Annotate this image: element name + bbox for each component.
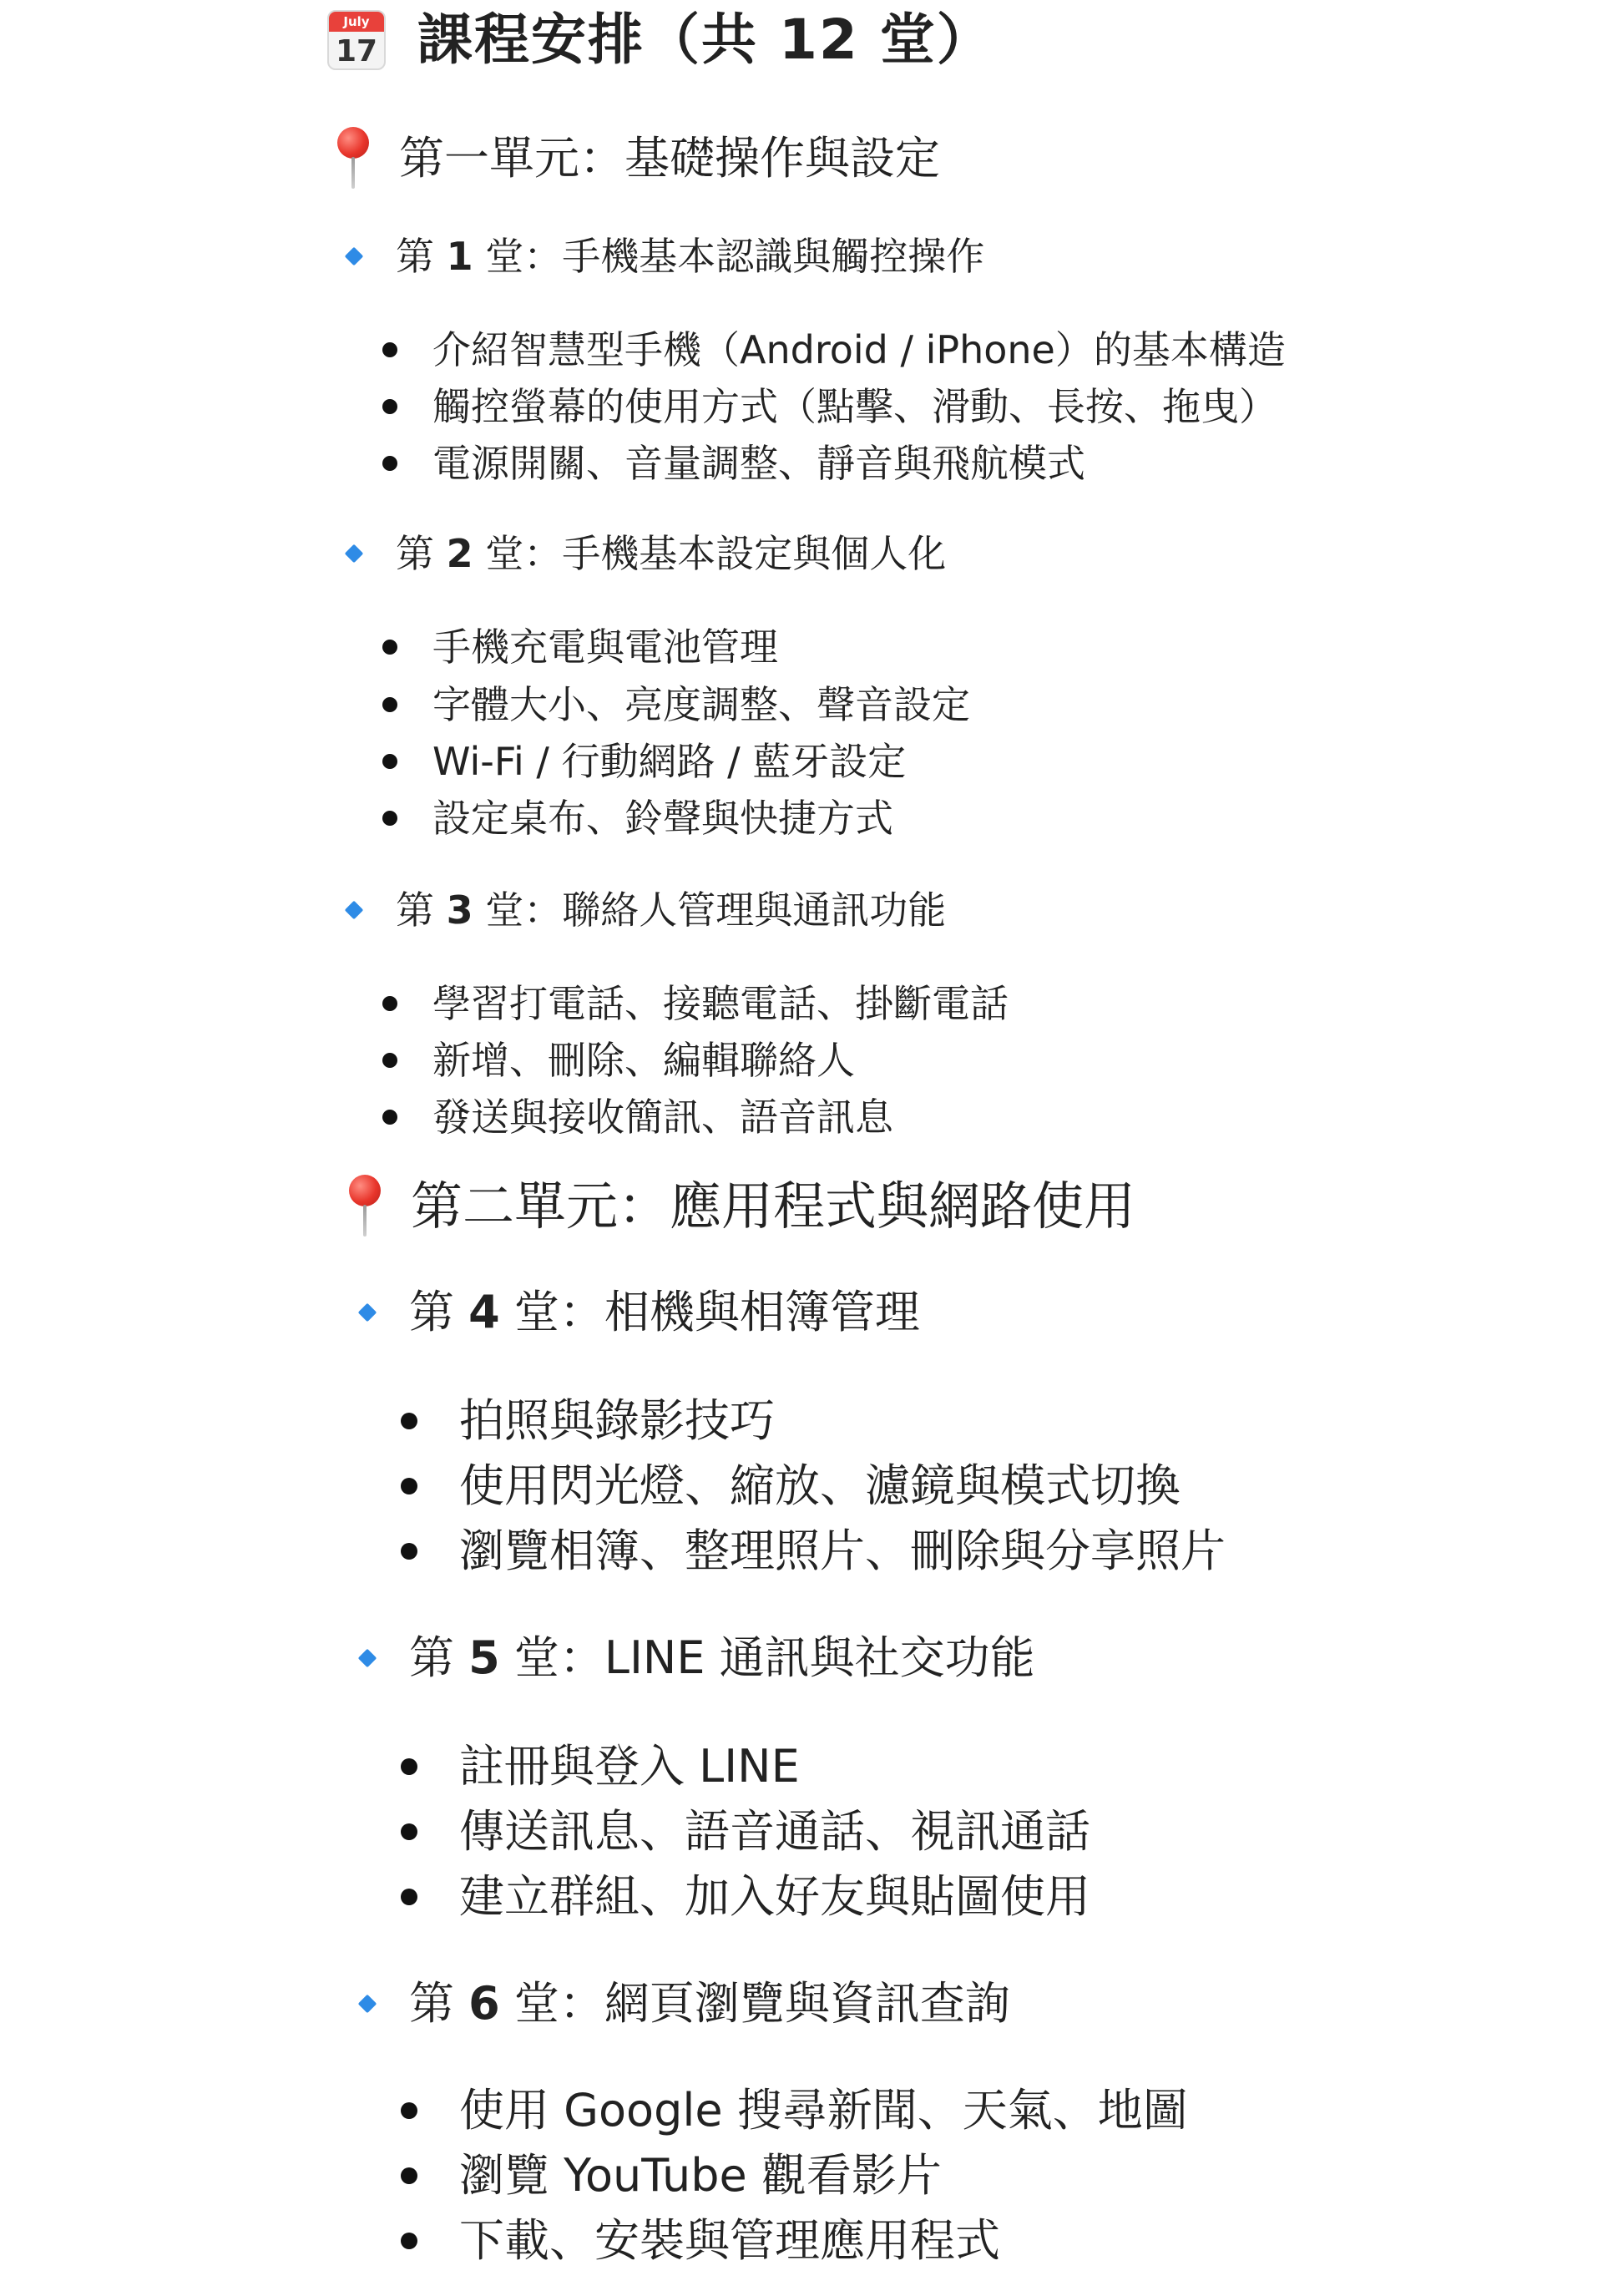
list-item: 字體大小、亮度調整、聲音設定 <box>382 682 970 727</box>
calendar-month: July <box>329 12 384 32</box>
bullet-icon <box>382 399 397 414</box>
page-title <box>327 5 994 75</box>
page-title-text: 課程安排（共 12 堂） <box>417 8 994 72</box>
list-item: 傳送訊息、語音通話、視訊通話 <box>401 1805 1090 1859</box>
bullet-icon <box>401 1478 417 1494</box>
list-item: 使用閃光燈、縮放、濾鏡與模式切換 <box>401 1459 1181 1513</box>
small-blue-diamond-icon <box>358 1303 377 1322</box>
bullet-icon <box>401 2102 417 2119</box>
unit-title: 第一單元：基礎操作與設定 <box>399 132 940 185</box>
list-item: Wi-Fi / 行動網路 / 藍牙設定 <box>382 739 906 784</box>
bullet-icon <box>401 2233 417 2249</box>
lesson-heading <box>337 531 946 576</box>
bullet-icon <box>382 996 397 1011</box>
bullet-icon <box>382 811 397 826</box>
unit-heading <box>342 1169 1135 1244</box>
lesson-title: 第 4 堂：相機與相簿管理 <box>409 1286 920 1338</box>
list-item: 觸控螢幕的使用方式（點擊、滑動、長按、拖曳） <box>382 384 1277 429</box>
list-item: 學習打電話、接聽電話、掛斷電話 <box>382 981 1009 1026</box>
unit-title: 第二單元：應用程式與網路使用 <box>411 1176 1136 1237</box>
lesson-heading <box>337 234 984 279</box>
round-pushpin-icon <box>331 127 376 190</box>
bullet-icon <box>382 640 397 655</box>
bullet-icon <box>401 1413 417 1429</box>
list-item: 電源開關、音量調整、靜音與飛航模式 <box>382 441 1085 486</box>
bullet-icon <box>382 1110 397 1125</box>
list-item: 瀏覽 YouTube 觀看影片 <box>401 2149 942 2202</box>
lesson-title: 第 6 堂：網頁瀏覽與資訊查詢 <box>409 1977 1010 2030</box>
lesson-heading <box>351 1631 1035 1685</box>
bullet-icon <box>401 2167 417 2184</box>
bullet-icon <box>401 1889 417 1905</box>
bullet-icon <box>382 697 397 712</box>
list-item: 拍照與錄影技巧 <box>401 1394 775 1448</box>
list-item: 使用 Google 搜尋新聞、天氣、地圖 <box>401 2084 1188 2137</box>
bullet-icon <box>382 342 397 357</box>
small-blue-diamond-icon <box>345 544 364 564</box>
lesson-heading <box>351 1977 1010 2030</box>
small-blue-diamond-icon <box>345 901 364 920</box>
bullet-icon <box>382 754 397 769</box>
list-item: 發送與接收簡訊、語音訊息 <box>382 1095 893 1140</box>
lesson-heading <box>337 888 946 933</box>
lesson-title: 第 2 堂：手機基本設定與個人化 <box>396 531 947 576</box>
list-item: 新增、刪除、編輯聯絡人 <box>382 1038 855 1083</box>
bullet-icon <box>382 1053 397 1068</box>
lesson-heading <box>351 1286 920 1339</box>
list-item: 手機充電與電池管理 <box>382 625 778 670</box>
list-item: 建立群組、加入好友與貼圖使用 <box>401 1870 1090 1924</box>
bullet-icon <box>382 456 397 471</box>
calendar-day: 17 <box>335 34 378 68</box>
small-blue-diamond-icon <box>358 1995 377 2014</box>
lesson-title: 第 1 堂：手機基本認識與觸控操作 <box>396 234 985 279</box>
lesson-title: 第 3 堂：聯絡人管理與通訊功能 <box>396 888 947 933</box>
unit-heading <box>331 125 940 192</box>
list-item: 介紹智慧型手機（Android / iPhone）的基本構造 <box>382 327 1286 372</box>
bullet-icon <box>401 1543 417 1560</box>
list-item: 設定桌布、鈴聲與快捷方式 <box>382 796 893 841</box>
bullet-icon <box>401 1823 417 1840</box>
list-item: 下載、安裝與管理應用程式 <box>401 2214 1000 2268</box>
lesson-title: 第 5 堂：LINE 通訊與社交功能 <box>409 1631 1035 1684</box>
bullet-icon <box>401 1758 417 1775</box>
small-blue-diamond-icon <box>345 247 364 266</box>
calendar-icon <box>327 10 386 70</box>
small-blue-diamond-icon <box>358 1649 377 1668</box>
list-item: 瀏覽相簿、整理照片、刪除與分享照片 <box>401 1525 1226 1578</box>
round-pushpin-icon <box>342 1175 387 1238</box>
list-item: 註冊與登入 LINE <box>401 1740 800 1793</box>
